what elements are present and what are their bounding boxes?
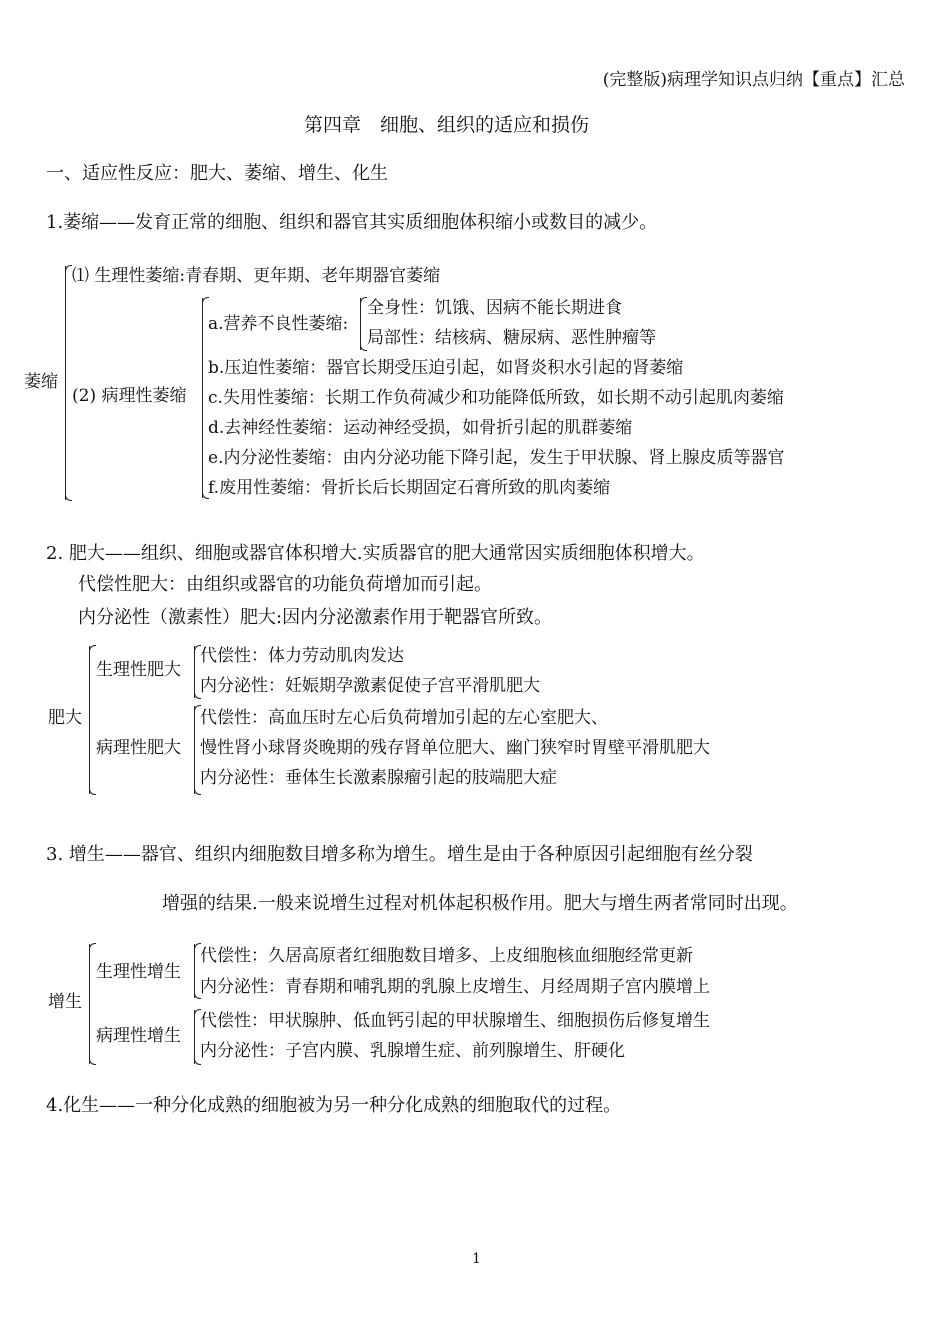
pathological-hyperplasia-label: 病理性增生 — [96, 1026, 181, 1046]
nutritional-brace — [360, 298, 361, 350]
page-number: 1 — [472, 1251, 481, 1267]
atrophy-denervation: d.去神经性萎缩：运动神经受损，如骨折引起的肌群萎缩 — [208, 418, 633, 438]
phys-hyperplasia-endocrine: 内分泌性：青春期和哺乳期的乳腺上皮增生、月经周期子宫内膜增上 — [200, 977, 710, 997]
path-hyperplasia-compensatory: 代偿性：甲状腺肿、低血钙引起的甲状腺增生、细胞损伤后修复增生 — [200, 1011, 710, 1031]
hyperplasia-root-label: 增生 — [48, 992, 82, 1012]
atrophy-definition: 1.萎缩——发育正常的细胞、组织和器官其实质细胞体积缩小或数目的减少。 — [46, 212, 658, 233]
physiological-hypertrophy-label: 生理性肥大 — [96, 660, 181, 680]
atrophy-root-label: 萎缩 — [24, 372, 58, 392]
section-heading: 一、适应性反应：肥大、萎缩、增生、化生 — [46, 163, 388, 184]
hyperplasia-definition-cont: 增强的结果.一般来说增生过程对机体起积极作用。肥大与增生两者常同时出现。 — [162, 893, 798, 914]
phys-hyperplasia-compensatory: 代偿性：久居高原者红细胞数目增多、上皮细胞核血细胞经常更新 — [200, 946, 693, 966]
phys-hypertrophy-endocrine: 内分泌性：妊娠期孕激素促使子宫平滑肌肥大 — [200, 676, 540, 696]
metaplasia-definition: 4.化生——一种分化成熟的细胞被为另一种分化成熟的细胞取代的过程。 — [46, 1095, 622, 1116]
page-header: (完整版)病理学知识点归纳【重点】汇总 — [602, 70, 905, 90]
path-hypertrophy-compensatory: 代偿性：高血压时左心后负荷增加引起的左心室肥大、 — [200, 708, 608, 728]
compensatory-hypertrophy: 代偿性肥大：由组织或器官的功能负荷增加而引起。 — [78, 574, 492, 595]
atrophy-brace — [65, 266, 66, 500]
hyperplasia-definition: 3. 增生——器官、组织内细胞数目增多称为增生。增生是由于各种原因引起细胞有丝分裂 — [46, 844, 753, 865]
hypertrophy-brace — [89, 646, 90, 794]
atrophy-pathological-label: (2) 病理性萎缩 — [72, 386, 187, 406]
path-hypertrophy-endocrine: 内分泌性：垂体生长激素腺瘤引起的肢端肥大症 — [200, 768, 557, 788]
physiological-hyperplasia-label: 生理性增生 — [96, 962, 181, 982]
atrophy-disuse: c.失用性萎缩：长期工作负荷减少和功能降低所致，如长期不动引起肌肉萎缩 — [208, 388, 784, 408]
pathological-hyperplasia-brace — [194, 1010, 195, 1064]
path-hypertrophy-compensatory-cont: 慢性肾小球肾炎晚期的残存肾单位肥大、幽门狭窄时胃壁平滑肌肥大 — [200, 738, 710, 758]
pathological-hypertrophy-brace — [194, 706, 195, 794]
physiological-hyperplasia-brace — [194, 944, 195, 998]
atrophy-physiological: ⑴ 生理性萎缩:青春期、更年期、老年期器官萎缩 — [72, 266, 441, 286]
atrophy-nutritional-local: 局部性：结核病、糖尿病、恶性肿瘤等 — [367, 328, 656, 348]
pathological-atrophy-brace — [202, 298, 203, 498]
atrophy-nutritional: a.营养不良性萎缩: — [208, 314, 349, 334]
hypertrophy-definition: 2. 肥大——组织、细胞或器官体积增大.实质器官的肥大通常因实质细胞体积增大。 — [46, 543, 705, 564]
physiological-hypertrophy-brace — [194, 646, 195, 698]
endocrine-hypertrophy: 内分泌性（激素性）肥大:因内分泌激素作用于靶器官所致。 — [78, 607, 553, 628]
phys-hypertrophy-compensatory: 代偿性：体力劳动肌肉发达 — [200, 646, 404, 666]
pathological-hypertrophy-label: 病理性肥大 — [96, 738, 181, 758]
hypertrophy-root-label: 肥大 — [48, 708, 82, 728]
hyperplasia-brace — [89, 944, 90, 1064]
atrophy-pressure: b.压迫性萎缩：器官长期受压迫引起，如肾炎积水引起的肾萎缩 — [208, 358, 684, 378]
atrophy-endocrine: e.内分泌性萎缩：由内分泌功能下降引起，发生于甲状腺、肾上腺皮质等器官 — [208, 448, 785, 468]
path-hyperplasia-endocrine: 内分泌性：子宫内膜、乳腺增生症、前列腺增生、肝硬化 — [200, 1041, 625, 1061]
atrophy-nutritional-systemic: 全身性：饥饿、因病不能长期进食 — [367, 298, 622, 318]
atrophy-immobilization: f.废用性萎缩：骨折长后长期固定石膏所致的肌肉萎缩 — [208, 478, 611, 498]
chapter-title: 第四章 细胞、组织的适应和损伤 — [304, 114, 590, 136]
